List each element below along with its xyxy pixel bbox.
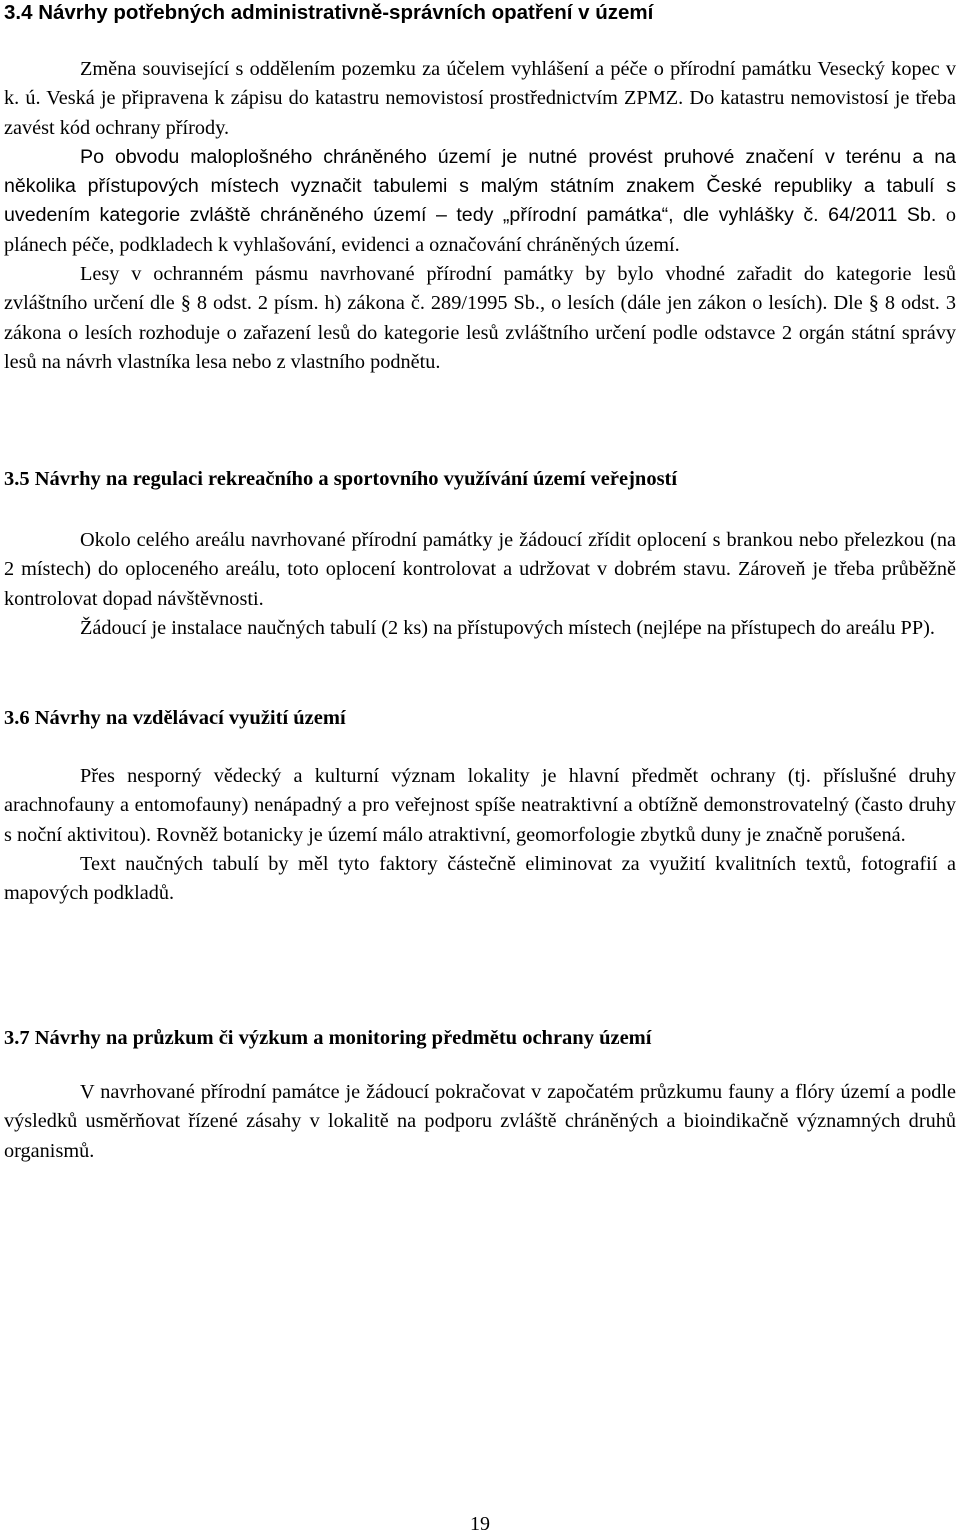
paragraph: Text naučných tabulí by měl tyto faktory částečně eliminovat za využití kvalitních textů, fotografií a mapových podkladů. xyxy=(4,852,956,905)
section-heading-3-4: 3.4 Návrhy potřebných administrativně-správních opatření v území xyxy=(4,1,654,24)
paragraph-lead: Po obvodu maloplošného chráněného území je nutné provést pruhové značení v terénu a na několika přístupových místech vyznačit tabulemi s malým státním znakem České republiky a tabulí s uvedením kategorie zvláště chráněného území – tedy „přírodní památka“, dle vyhlášky č. 64/2011 Sb. xyxy=(4,145,956,227)
paragraph: Změna související s oddělením pozemku za účelem vyhlášení a péče o přírodní památku Vesecký kopec v k. ú. Veská je připravena k zápisu do katastru nemovistosí prostřednictvím ZPMZ. Do katastru nemovistosí je třeba zavést kód ochrany přírody. xyxy=(4,58,956,139)
section-heading-3-7: 3.7 Návrhy na průzkum či výzkum a monitoring předmětu ochrany území xyxy=(4,1027,652,1049)
section-body-3-7 xyxy=(4,1078,956,1166)
paragraph: Přes nesporný vědecký a kulturní význam lokality je hlavní předmět ochrany (tj. příslušné druhy arachnofauny a entomofauny) nenápadný a pro veřejnost spíše neatraktivní a obtížně demonstrovatelný (často druhy s noční aktivitou). Rovněž botanicky je území málo atraktivní, geomorfologie zbytků duny je značně porušená. xyxy=(4,765,956,846)
paragraph: Žádoucí je instalace naučných tabulí (2 ks) na přístupových místech (nejlépe na přístupech do areálu PP). xyxy=(80,616,935,639)
paragraph xyxy=(4,143,956,260)
paragraph: V navrhované přírodní památce je žádoucí pokračovat v započatém průzkumu fauny a flóry území a podle výsledků usměrňovat řízené zásahy v lokalitě na podporu zvláště chráněných a bioindikačně významných druhů organismů. xyxy=(4,1081,956,1162)
section-body-3-5 xyxy=(4,526,956,643)
section-body-3-4 xyxy=(4,55,956,377)
paragraph: Lesy v ochranném pásmu navrhované přírodní památky by bylo vhodné zařadit do kategorie lesů zvláštního určení dle § 8 odst. 2 písm. h) zákona č. 289/1995 Sb., o lesích (dále jen zákon o lesích). Dle § 8 odst. 3 zákona o lesích rozhoduje o zařazení lesů do kategorie lesů zvláštního určení podle odstavce 2 orgán státní správy lesů na návrh vlastníka lesa nebo z vlastního podnětu. xyxy=(4,263,956,373)
paragraph-tail: o plánech péče, podkladech k vyhlašování, evidenci a označování chráněných území. xyxy=(4,204,956,256)
section-heading-3-5: 3.5 Návrhy na regulaci rekreačního a sportovního využívání území veřejností xyxy=(4,468,678,490)
paragraph: Okolo celého areálu navrhované přírodní památky je žádoucí zřídit oplocení s brankou nebo přelezkou (na 2 místech) do oploceného areálu, toto oplocení kontrolovat a udržovat v dobrém stavu. Zároveň je třeba průběžně kontrolovat dopad návštěvnosti. xyxy=(4,529,956,610)
page-number: 19 xyxy=(470,1513,490,1535)
section-body-3-6 xyxy=(4,762,956,908)
section-heading-3-6: 3.6 Návrhy na vzdělávací využití území xyxy=(4,707,346,729)
